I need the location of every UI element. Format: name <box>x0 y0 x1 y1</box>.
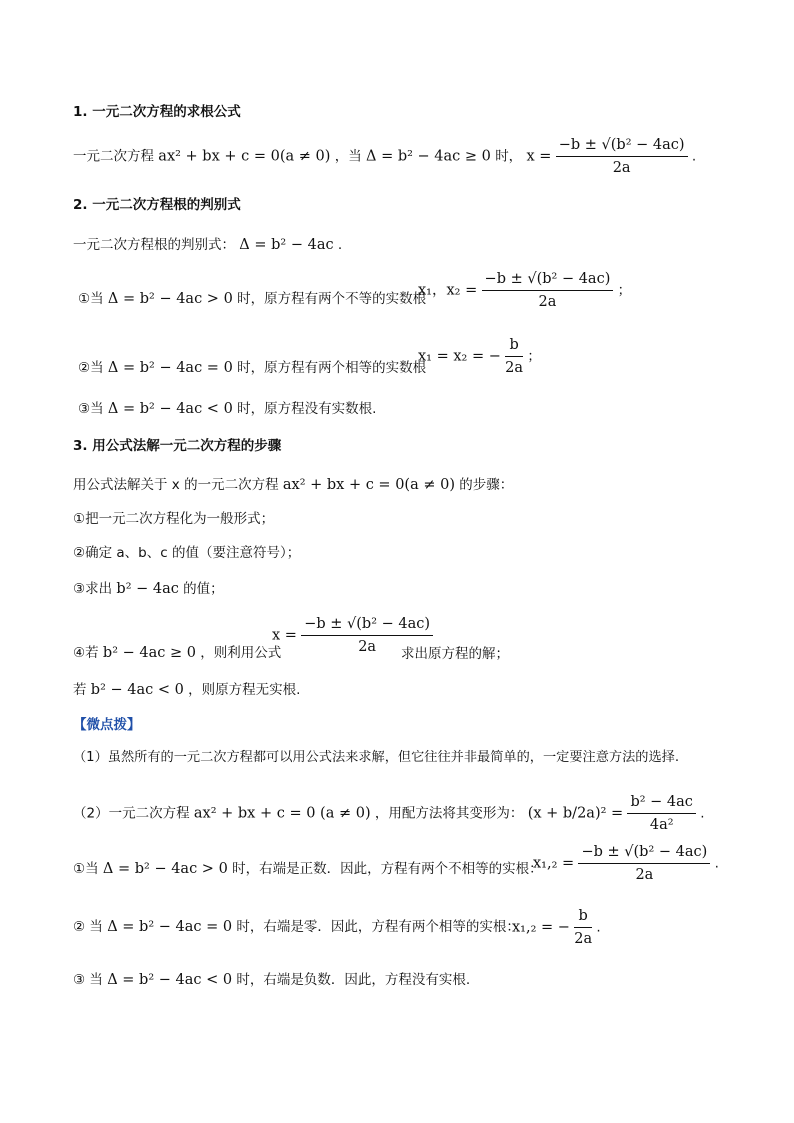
steps-intro <box>73 476 513 494</box>
text: 时，原方程没有实数根. <box>237 401 377 417</box>
numerator: b <box>505 336 523 357</box>
condition: b² − 4ac < 0 <box>90 682 184 698</box>
text: 一元二次方程根的判别式： <box>73 237 235 253</box>
text: 时，右端是负数．因此，方程没有实根. <box>236 972 471 988</box>
fraction <box>482 270 614 311</box>
result-zero-formula <box>512 907 601 948</box>
text: ，则利用公式 <box>200 645 282 661</box>
step-3 <box>73 580 224 598</box>
section-heading-3: 3. 用公式法解一元二次方程的步骤 <box>73 438 282 454</box>
condition: Δ = b² − 4ac < 0 <box>107 972 233 988</box>
completed-square: (x + b/2a)² = <box>527 805 624 822</box>
text: ② 当 <box>73 919 103 935</box>
period: . <box>700 805 705 822</box>
section-heading-1: 1. 一元二次方程的求根公式 <box>73 104 241 120</box>
numerator: −b ± √(b² − 4ac) <box>556 136 688 157</box>
text: ，当 <box>334 148 362 165</box>
condition: Δ = b² − 4ac > 0 <box>107 291 233 307</box>
denominator: 2a <box>612 160 631 176</box>
step-4 <box>73 644 281 662</box>
semicolon: ； <box>527 348 541 365</box>
result-positive-formula <box>533 843 719 884</box>
case-zero <box>78 359 426 377</box>
text: 时，原方程有两个相等的实数根 <box>237 360 427 376</box>
result-zero <box>73 918 520 936</box>
text: 时， <box>495 148 523 165</box>
text: 若 <box>73 682 87 698</box>
equation: ax² + bx + c = 0 (a ≠ 0) <box>193 805 371 822</box>
period: . <box>691 148 697 165</box>
x-equals: x₁ = x₂ = − <box>418 348 501 365</box>
period: . <box>596 919 601 936</box>
condition: Δ = b² − 4ac > 0 <box>102 861 228 877</box>
text: ③求出 <box>73 581 113 597</box>
condition: Δ = b² − 4ac < 0 <box>107 401 233 417</box>
fraction <box>627 793 695 834</box>
text: 一元二次方程 <box>73 148 154 165</box>
text: （2）一元二次方程 <box>73 805 190 822</box>
text: ①当 <box>78 291 104 307</box>
text: 时，右端是正数．因此，方程有两个不相等的实根： <box>232 861 543 877</box>
condition: Δ = b² − 4ac = 0 <box>107 360 233 376</box>
text: 用公式法解关于 x 的一元二次方程 <box>73 477 279 493</box>
condition: b² − 4ac ≥ 0 <box>102 645 196 661</box>
period: . <box>714 855 719 872</box>
denominator: 2a <box>505 360 524 376</box>
step-1: ①把一元二次方程化为一般形式； <box>73 511 275 527</box>
fraction <box>578 843 710 884</box>
denominator: 2a <box>635 867 654 883</box>
numerator: −b ± √(b² − 4ac) <box>578 843 710 864</box>
tip-heading: 【微点拨】 <box>73 717 141 733</box>
text: 的值； <box>183 581 224 597</box>
semicolon: ； <box>617 282 632 299</box>
text: ③ 当 <box>73 972 103 988</box>
numerator: b <box>574 907 592 928</box>
numerator: −b ± √(b² − 4ac) <box>482 270 614 291</box>
text: ③当 <box>78 401 104 417</box>
text: 时，原方程有两个不等的实数根 <box>237 291 427 307</box>
result-positive <box>73 860 543 878</box>
x-equals: x₁,₂ = − <box>512 919 570 936</box>
denominator: 4a² <box>649 817 674 833</box>
equal-root-formula <box>418 336 541 377</box>
text: ，则原方程无实根. <box>188 682 301 698</box>
denominator: 2a <box>574 931 593 947</box>
condition: Δ = b² − 4ac = 0 <box>107 919 233 935</box>
equation: ax² + bx + c = 0(a ≠ 0) <box>158 148 331 165</box>
root-formula <box>556 136 688 177</box>
fraction <box>505 336 523 377</box>
text: ，用配方法将其变形为： <box>374 805 524 822</box>
x-equals: x = <box>272 627 297 644</box>
fraction <box>574 907 592 948</box>
x-equals: x₁,₂ = <box>533 855 575 872</box>
result-negative <box>73 971 470 989</box>
text: ④若 <box>73 645 99 661</box>
formula-line <box>73 136 696 177</box>
x-equals: x₁，x₂ = <box>418 282 478 299</box>
numerator: −b ± √(b² − 4ac) <box>301 615 433 636</box>
numerator: b² − 4ac <box>627 793 695 814</box>
roots-formula <box>418 270 631 311</box>
tip-1: （1）虽然所有的一元二次方程都可以用公式法来求解，但它往往并非最简单的，一定要注意方法的选择. <box>73 750 680 765</box>
section-heading-2: 2. 一元二次方程根的判别式 <box>73 197 241 213</box>
discriminant-expr: b² − 4ac <box>116 581 179 597</box>
tip-2 <box>73 793 705 834</box>
text: ①当 <box>73 861 99 877</box>
step-5 <box>73 681 300 699</box>
discriminant-condition: Δ = b² − 4ac ≥ 0 <box>366 148 491 165</box>
discriminant: Δ = b² − 4ac <box>239 237 334 253</box>
text: 的步骤： <box>459 477 514 493</box>
case-positive <box>78 290 426 308</box>
x-equals: x = <box>526 148 552 165</box>
denominator: 2a <box>538 294 557 310</box>
case-negative <box>78 400 376 418</box>
denominator: 2a <box>358 639 377 655</box>
text: ②当 <box>78 360 104 376</box>
text: 时，右端是零．因此，方程有两个相等的实根： <box>236 919 520 935</box>
step-4-tail: 求出原方程的解； <box>401 646 509 662</box>
equation: ax² + bx + c = 0(a ≠ 0) <box>282 477 455 493</box>
discriminant-def <box>73 236 342 254</box>
step-2: ②确定 a、b、c 的值（要注意符号）； <box>73 545 301 561</box>
period: . <box>337 237 343 253</box>
